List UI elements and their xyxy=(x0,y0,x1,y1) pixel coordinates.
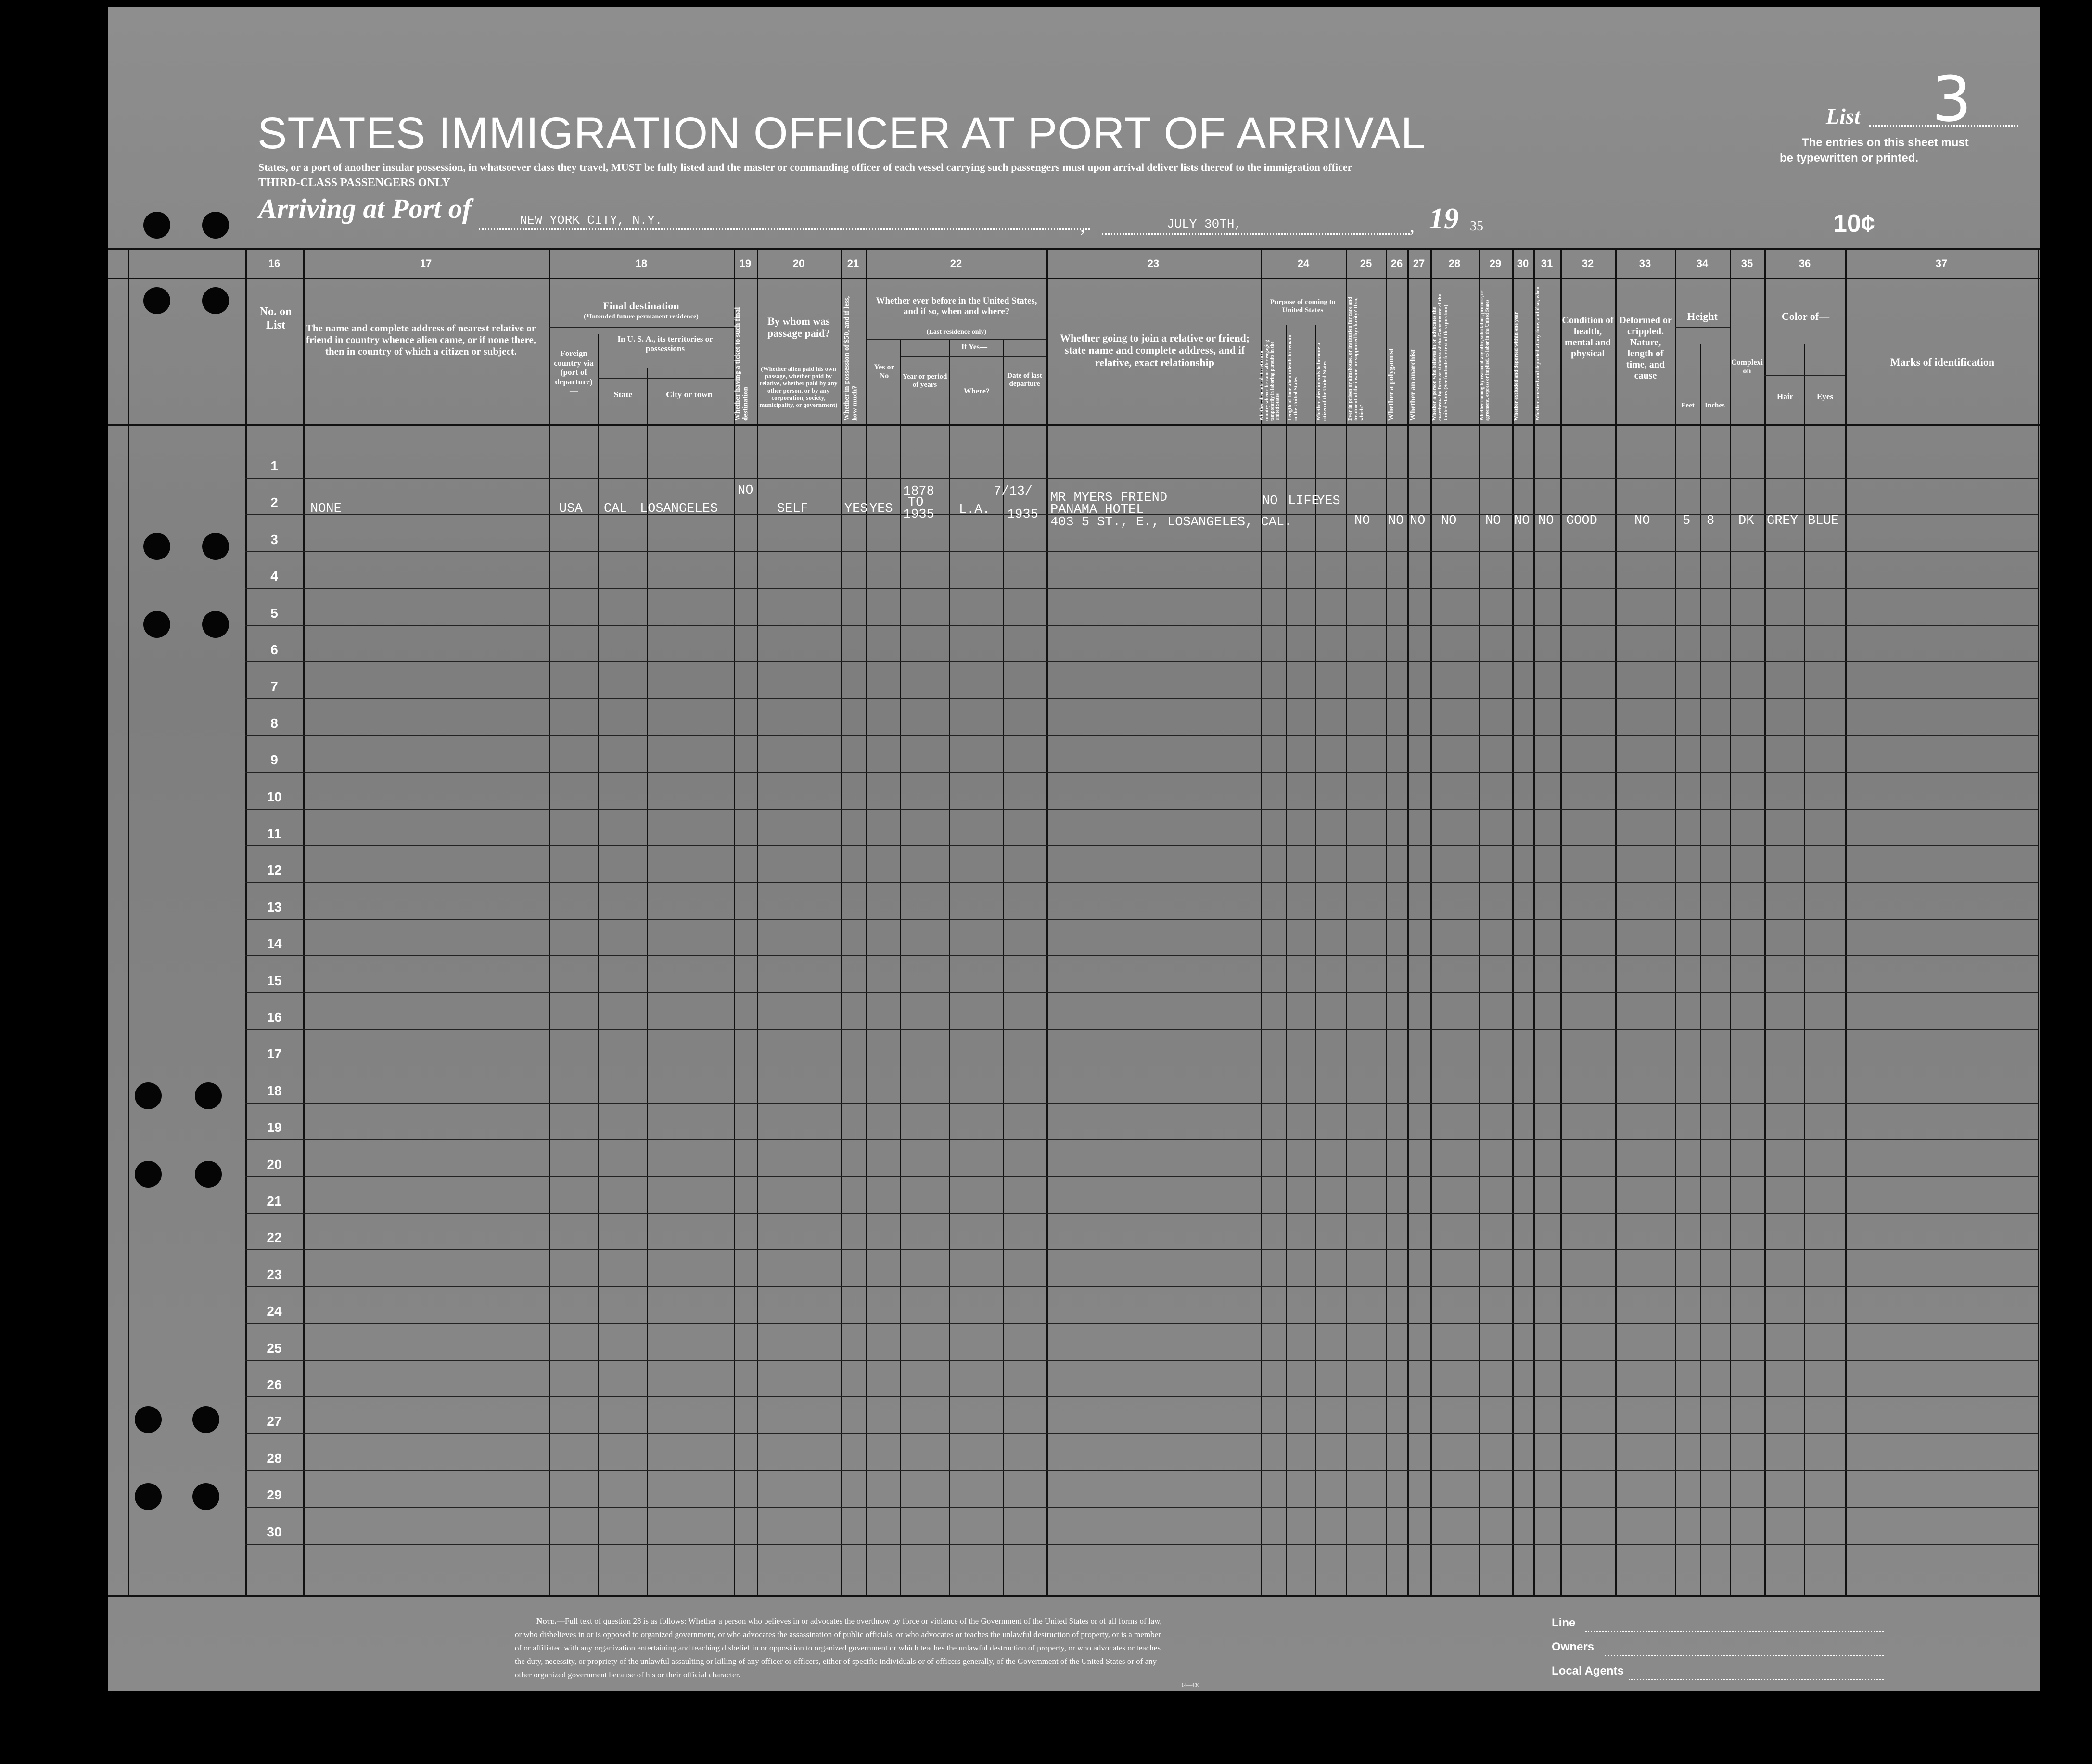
column-number: 35 xyxy=(1741,257,1753,269)
column-number: 31 xyxy=(1541,257,1553,269)
table-top-rule xyxy=(108,248,2040,250)
footnote-line-4: the duty, necessity, or propriety of the unlawful assaulting or killing of any officer or officers, either of specific individuals or of officers generally, of the Government of the United States or of any xyxy=(515,1657,1157,1666)
column-rule xyxy=(2038,248,2039,1595)
column-rule xyxy=(1845,248,1847,1595)
binding-hole xyxy=(195,1161,222,1188)
header-q29: Whether coming by reason of any offer, solicitation, promise, or agreement, express or implied, to labor in the United States xyxy=(1480,290,1490,421)
header-health: Condition of health, mental and physical xyxy=(1562,315,1614,359)
row-number: 25 xyxy=(267,1340,282,1356)
row-rule xyxy=(245,1213,2038,1214)
row-number: 30 xyxy=(267,1524,282,1539)
row-number: 19 xyxy=(267,1120,282,1135)
row-number: 26 xyxy=(267,1377,282,1392)
binding-hole xyxy=(143,611,170,638)
owners-field xyxy=(1605,1655,1884,1656)
fee: 10¢ xyxy=(1833,210,1875,238)
entry-last-departure-1: 7/13/ xyxy=(994,484,1033,499)
binding-hole xyxy=(192,1483,219,1510)
column-number: 23 xyxy=(1147,257,1160,269)
header-purpose-a: Whether alien intends to return to country whence he came after engaging temporarily in laboring pursuits in the United States xyxy=(1259,340,1280,421)
column-rule xyxy=(1730,248,1731,1595)
column-number: 29 xyxy=(1489,257,1502,269)
header-purpose-c: Whether alien intends to become a citizen of the United States xyxy=(1316,343,1328,421)
entry-purpose-c: YES xyxy=(1317,494,1340,508)
column-rule xyxy=(1615,248,1617,1595)
binding-hole xyxy=(135,1483,162,1510)
manifest-table xyxy=(108,248,2040,1599)
footnote-label: Note. xyxy=(536,1616,557,1625)
row-rule xyxy=(245,735,2038,736)
header-q28: Whether a person who believes in or advocates the overthrow by force or violence of the Government of the United States (See footnote for text of this question) xyxy=(1431,294,1449,421)
entry-feet: 5 xyxy=(1683,514,1691,528)
column-number: 30 xyxy=(1517,257,1529,269)
binding-hole xyxy=(192,1406,219,1433)
header-rule xyxy=(108,424,2040,426)
header-purpose: Purpose of coming to United States xyxy=(1270,298,1336,315)
row-rule xyxy=(245,1360,2038,1361)
column-number: 34 xyxy=(1696,257,1709,269)
entry-hair: GREY xyxy=(1767,514,1798,528)
row-number: 23 xyxy=(267,1267,282,1282)
footnote-text-1: —Full text of question 28 is as follows: Whether a person who believes in or advocates the overthrow by force or violence of the Government of the United States or of all forms of law, xyxy=(556,1616,1162,1625)
header-inches: Inches xyxy=(1705,402,1725,409)
header-where: Where? xyxy=(964,387,990,395)
header-joining: Whether going to join a relative or friend; state name and complete address, and if relative, exact relationship xyxy=(1059,332,1250,368)
entry-paid-by: SELF xyxy=(777,502,808,516)
column-rule xyxy=(866,248,867,1595)
header-feet: Feet xyxy=(1681,402,1695,409)
entry-q28: NO xyxy=(1441,514,1457,528)
row-rule xyxy=(245,1396,2038,1397)
row-number: 10 xyxy=(267,789,282,804)
row-rule xyxy=(245,1176,2038,1177)
row-rule xyxy=(245,551,2038,552)
header-q31: Whether arrested and deported at any time, and if so, when xyxy=(1535,286,1541,421)
header-color-of: Color of— xyxy=(1781,310,1830,322)
column-rule xyxy=(1407,248,1409,1595)
header-anarchist: Whether an anarchist xyxy=(1409,349,1417,421)
entry-where: L.A. xyxy=(959,503,990,517)
sub-column-rule xyxy=(1003,339,1004,1595)
row-number: 27 xyxy=(267,1414,282,1429)
column-number: 33 xyxy=(1639,257,1651,269)
row-rule xyxy=(245,1103,2038,1104)
binding-hole xyxy=(202,287,229,314)
entry-inches: 8 xyxy=(1707,514,1715,528)
entry-complexion: DK xyxy=(1738,514,1754,528)
entry-health: GOOD xyxy=(1566,514,1597,528)
form-subtitle: States, or a port of another insular possession, in whatsoever class they travel, MUST be fully listed and the master or commanding officer of each vessel carrying such passengers must upon arrival deliver lists thereof to the immigration officer xyxy=(258,161,1352,173)
typed-note-2: be typewritten or printed. xyxy=(1780,152,1919,165)
column-rule xyxy=(1533,248,1535,1595)
binding-hole xyxy=(195,1082,222,1109)
row-number: 5 xyxy=(270,605,278,621)
entry-city: LOSANGELES xyxy=(640,502,718,516)
row-number: 11 xyxy=(267,826,281,841)
column-number: 36 xyxy=(1799,257,1811,269)
row-number: 20 xyxy=(267,1156,282,1172)
form-number: 14—430 xyxy=(1181,1682,1200,1688)
column-number: 24 xyxy=(1297,257,1310,269)
header-last-departure: Date of last departure xyxy=(1007,372,1042,388)
entry-purpose-b: LIFE xyxy=(1288,494,1319,508)
row-number: 12 xyxy=(267,863,282,878)
third-class-label: THIRD-CLASS PASSENGERS ONLY xyxy=(258,177,450,189)
line-label: Line xyxy=(1552,1616,1576,1629)
column-rule xyxy=(734,248,735,1595)
column-rule xyxy=(841,248,842,1595)
agents-field xyxy=(1629,1679,1884,1680)
port-value: NEW YORK CITY, N.Y. xyxy=(520,213,663,228)
header-sub-rule xyxy=(549,327,734,328)
column-rule xyxy=(757,248,758,1595)
header-if-yes: If Yes— xyxy=(961,343,988,351)
row-number: 17 xyxy=(267,1046,282,1062)
row-rule xyxy=(245,1544,2038,1545)
header-paid-by-note: (Whether alien paid his own passage, whether paid by relative, whether paid by any other person, or by any corporation, society, municipality, or government) xyxy=(759,365,838,408)
row-rule xyxy=(245,478,2038,479)
header-yes-no: Yes or No xyxy=(874,363,894,381)
row-rule xyxy=(245,992,2038,993)
binding-hole xyxy=(202,212,229,239)
row-number: 29 xyxy=(267,1487,282,1503)
row-rule xyxy=(245,1029,2038,1030)
row-number: 24 xyxy=(267,1304,282,1319)
header-marks: Marks of identification xyxy=(1890,356,1995,368)
column-number: 19 xyxy=(739,257,752,269)
binding-hole xyxy=(143,533,170,560)
row-number: 28 xyxy=(267,1450,282,1466)
entry-money: YES xyxy=(844,502,868,516)
row-number: 9 xyxy=(270,752,278,768)
agents-label: Local Agents xyxy=(1552,1664,1624,1677)
column-rule xyxy=(1430,248,1432,1595)
sub-column-rule xyxy=(1804,344,1805,1595)
column-rule xyxy=(1560,248,1562,1595)
column-number: 20 xyxy=(792,257,805,269)
entry-polygamist: NO xyxy=(1388,514,1404,528)
header-paid-by: By whom was passage paid? xyxy=(767,315,830,340)
column-rule xyxy=(1479,248,1480,1595)
entry-prison: NO xyxy=(1354,514,1370,528)
typed-note-1: The entries on this sheet must xyxy=(1802,136,1969,149)
entry-state: CAL xyxy=(604,502,627,516)
header-complexion: Complexion xyxy=(1731,358,1763,376)
header-height: Height xyxy=(1687,310,1718,322)
row-number: 14 xyxy=(267,936,282,952)
header-usa-territories: In U. S. A., its territories or possessions xyxy=(617,334,713,353)
column-rule xyxy=(549,248,550,1595)
header-before-us-note: (Last residence only) xyxy=(926,329,987,336)
port-line xyxy=(479,228,1090,230)
row-rule xyxy=(245,698,2038,699)
form-title: STATES IMMIGRATION OFFICER AT PORT OF ARRIVAL xyxy=(257,109,1426,158)
row-number: 22 xyxy=(267,1230,282,1245)
column-number: 37 xyxy=(1935,257,1948,269)
header-sub-rule xyxy=(598,378,734,379)
entry-deformed: NO xyxy=(1634,514,1650,528)
row-rule xyxy=(245,1323,2038,1324)
column-number: 32 xyxy=(1582,257,1594,269)
entry-joining-3: 403 5 ST., E., LOSANGELES, CAL. xyxy=(1050,515,1292,530)
list-label: List xyxy=(1826,104,1861,128)
header-hair: Hair xyxy=(1777,392,1793,401)
header-polygamist: Whether a polygamist xyxy=(1387,348,1395,421)
year-prefix: 19 xyxy=(1429,203,1459,235)
column-number: 27 xyxy=(1413,257,1425,269)
binding-hole xyxy=(202,611,229,638)
row-rule xyxy=(245,1286,2038,1287)
row-rule xyxy=(245,1139,2038,1140)
year-suffix: 35 xyxy=(1470,219,1483,234)
entry-eyes: BLUE xyxy=(1808,514,1839,528)
header-final-destination: Final destination xyxy=(603,300,679,312)
row-number: 3 xyxy=(270,532,278,547)
row-rule xyxy=(245,955,2038,956)
row-rule xyxy=(245,845,2038,846)
row-number: 16 xyxy=(267,1010,282,1025)
column-rule xyxy=(245,248,247,1595)
date-comma: , xyxy=(1080,215,1085,236)
column-rule xyxy=(128,248,129,1595)
entry-before-yes-no: YES xyxy=(869,502,893,516)
header-no-on-list: No. on List xyxy=(259,305,292,331)
row-rule xyxy=(245,1507,2038,1508)
row-rule xyxy=(245,919,2038,920)
column-number: 16 xyxy=(268,257,281,269)
entry-q29: NO xyxy=(1485,514,1501,528)
header-q30: Whether excluded and deported within one year xyxy=(1513,312,1519,421)
header-foreign-country: Foreign country via (port of departure)— xyxy=(554,349,594,396)
column-number: 22 xyxy=(950,257,962,269)
column-number: 25 xyxy=(1360,257,1372,269)
column-number: 26 xyxy=(1390,257,1403,269)
header-sub-rule xyxy=(901,356,1046,357)
manifest-sheet xyxy=(108,7,2040,1691)
entry-q30: NO xyxy=(1514,514,1530,528)
row-rule xyxy=(245,772,2038,773)
sub-column-rule xyxy=(949,339,950,1595)
footnote-line-2: or who disbelieves in or is opposed to organized government, or who advocates the assassination of public officials, or who advocates or teaches the unlawful destruction of property, or is a member xyxy=(515,1630,1161,1639)
binding-hole xyxy=(135,1406,162,1433)
header-prison: Ever in prison or almshouse, or institution for care and treatment of the insane, or supported by charity? If so, which? xyxy=(1347,296,1365,421)
entry-years-1: 1878 xyxy=(903,484,934,499)
column-number: 18 xyxy=(635,257,648,269)
entry-relative: NONE xyxy=(310,502,342,516)
list-number: 3 xyxy=(1932,63,1972,136)
column-number: 17 xyxy=(420,257,432,269)
row-number: 1 xyxy=(270,458,278,473)
line-field xyxy=(1585,1631,1884,1632)
sub-column-rule xyxy=(900,339,901,1595)
header-eyes: Eyes xyxy=(1817,392,1833,401)
row-number: 6 xyxy=(270,642,278,657)
arriving-label: Arriving at Port of xyxy=(258,193,472,224)
column-rule xyxy=(1261,248,1262,1595)
header-city: City or town xyxy=(666,390,713,399)
row-rule xyxy=(245,661,2038,662)
row-number: 2 xyxy=(270,495,278,510)
footnote-line-5: other organized government because of his or their official character. xyxy=(515,1670,740,1679)
entry-joining-1: MR MYERS FRIEND xyxy=(1050,491,1168,505)
entry-years-3: 1935 xyxy=(903,508,934,522)
entry-years-2: TO xyxy=(908,495,924,510)
header-sub-rule xyxy=(1675,327,1730,328)
row-number: 15 xyxy=(267,973,282,988)
row-number: 8 xyxy=(270,715,278,731)
date-value: JULY 30TH, xyxy=(1167,217,1242,231)
header-final-destination-note: (*Intended future permanent residence) xyxy=(584,313,699,320)
entry-foreign-country: USA xyxy=(559,502,583,516)
entry-purpose-a: NO xyxy=(1262,494,1278,508)
owners-label: Owners xyxy=(1552,1640,1595,1653)
header-years: Year or period of years xyxy=(902,373,947,389)
row-rule xyxy=(245,625,2038,626)
header-money: Whether in possession of $50, and if less, how much? xyxy=(843,296,859,421)
row-number: 7 xyxy=(270,679,278,694)
column-rule xyxy=(1346,248,1347,1595)
header-state: State xyxy=(613,390,633,399)
table-bottom-rule xyxy=(108,1595,2040,1597)
header-ticket: Whether having a ticket to such final destination xyxy=(734,307,750,421)
binding-hole xyxy=(135,1161,162,1188)
column-rule xyxy=(303,248,305,1595)
footnote-line-3: of or affiliated with any organization entertaining and teaching disbelief in or opposition to organized government or which teaches the unlawful destruction of property, or who advocates or teaches xyxy=(515,1643,1161,1652)
colnum-rule xyxy=(108,278,2040,279)
entry-ticket: NO xyxy=(738,483,753,498)
header-sub-rule xyxy=(867,339,1046,340)
column-rule xyxy=(1386,248,1387,1595)
header-relative: The name and complete address of nearest relative or friend in country whence alien came, or if none there, then in country of which a citizen or subject. xyxy=(306,322,536,357)
row-rule xyxy=(245,809,2038,810)
entry-joining-2: PANAMA HOTEL xyxy=(1050,503,1144,517)
row-number: 21 xyxy=(267,1193,282,1208)
entry-q31: NO xyxy=(1538,514,1554,528)
column-rule xyxy=(1764,248,1766,1595)
binding-hole xyxy=(202,533,229,560)
date-comma-2: , xyxy=(1410,215,1415,236)
sub-column-rule xyxy=(1700,344,1701,1595)
row-number: 18 xyxy=(267,1083,282,1098)
binding-hole xyxy=(135,1082,162,1109)
binding-hole xyxy=(143,212,170,239)
column-rule xyxy=(1512,248,1514,1595)
entry-anarchist: NO xyxy=(1410,514,1426,528)
row-rule xyxy=(245,1470,2038,1471)
column-rule xyxy=(1046,248,1048,1595)
header-purpose-b: Length of time alien intends to remain in the United States xyxy=(1287,334,1299,421)
row-number: 4 xyxy=(270,569,278,584)
binding-hole xyxy=(143,287,170,314)
row-rule xyxy=(245,1249,2038,1250)
header-sub-rule xyxy=(1764,375,1845,376)
sub-column-rule xyxy=(598,334,599,1595)
column-number: 21 xyxy=(847,257,859,269)
row-rule xyxy=(245,588,2038,589)
row-rule xyxy=(245,882,2038,883)
column-rule xyxy=(1675,248,1676,1595)
header-before-us: Whether ever before in the United States, and if so, when and where? xyxy=(876,296,1037,317)
footnote-line-1 xyxy=(536,1616,1162,1626)
header-deformed: Deformed or crippled. Nature, length of time, and cause xyxy=(1619,315,1672,381)
entry-last-departure-2: 1935 xyxy=(1007,508,1038,522)
column-number: 28 xyxy=(1448,257,1461,269)
row-number: 13 xyxy=(267,899,282,914)
row-rule xyxy=(245,1433,2038,1434)
date-line xyxy=(1102,233,1410,235)
